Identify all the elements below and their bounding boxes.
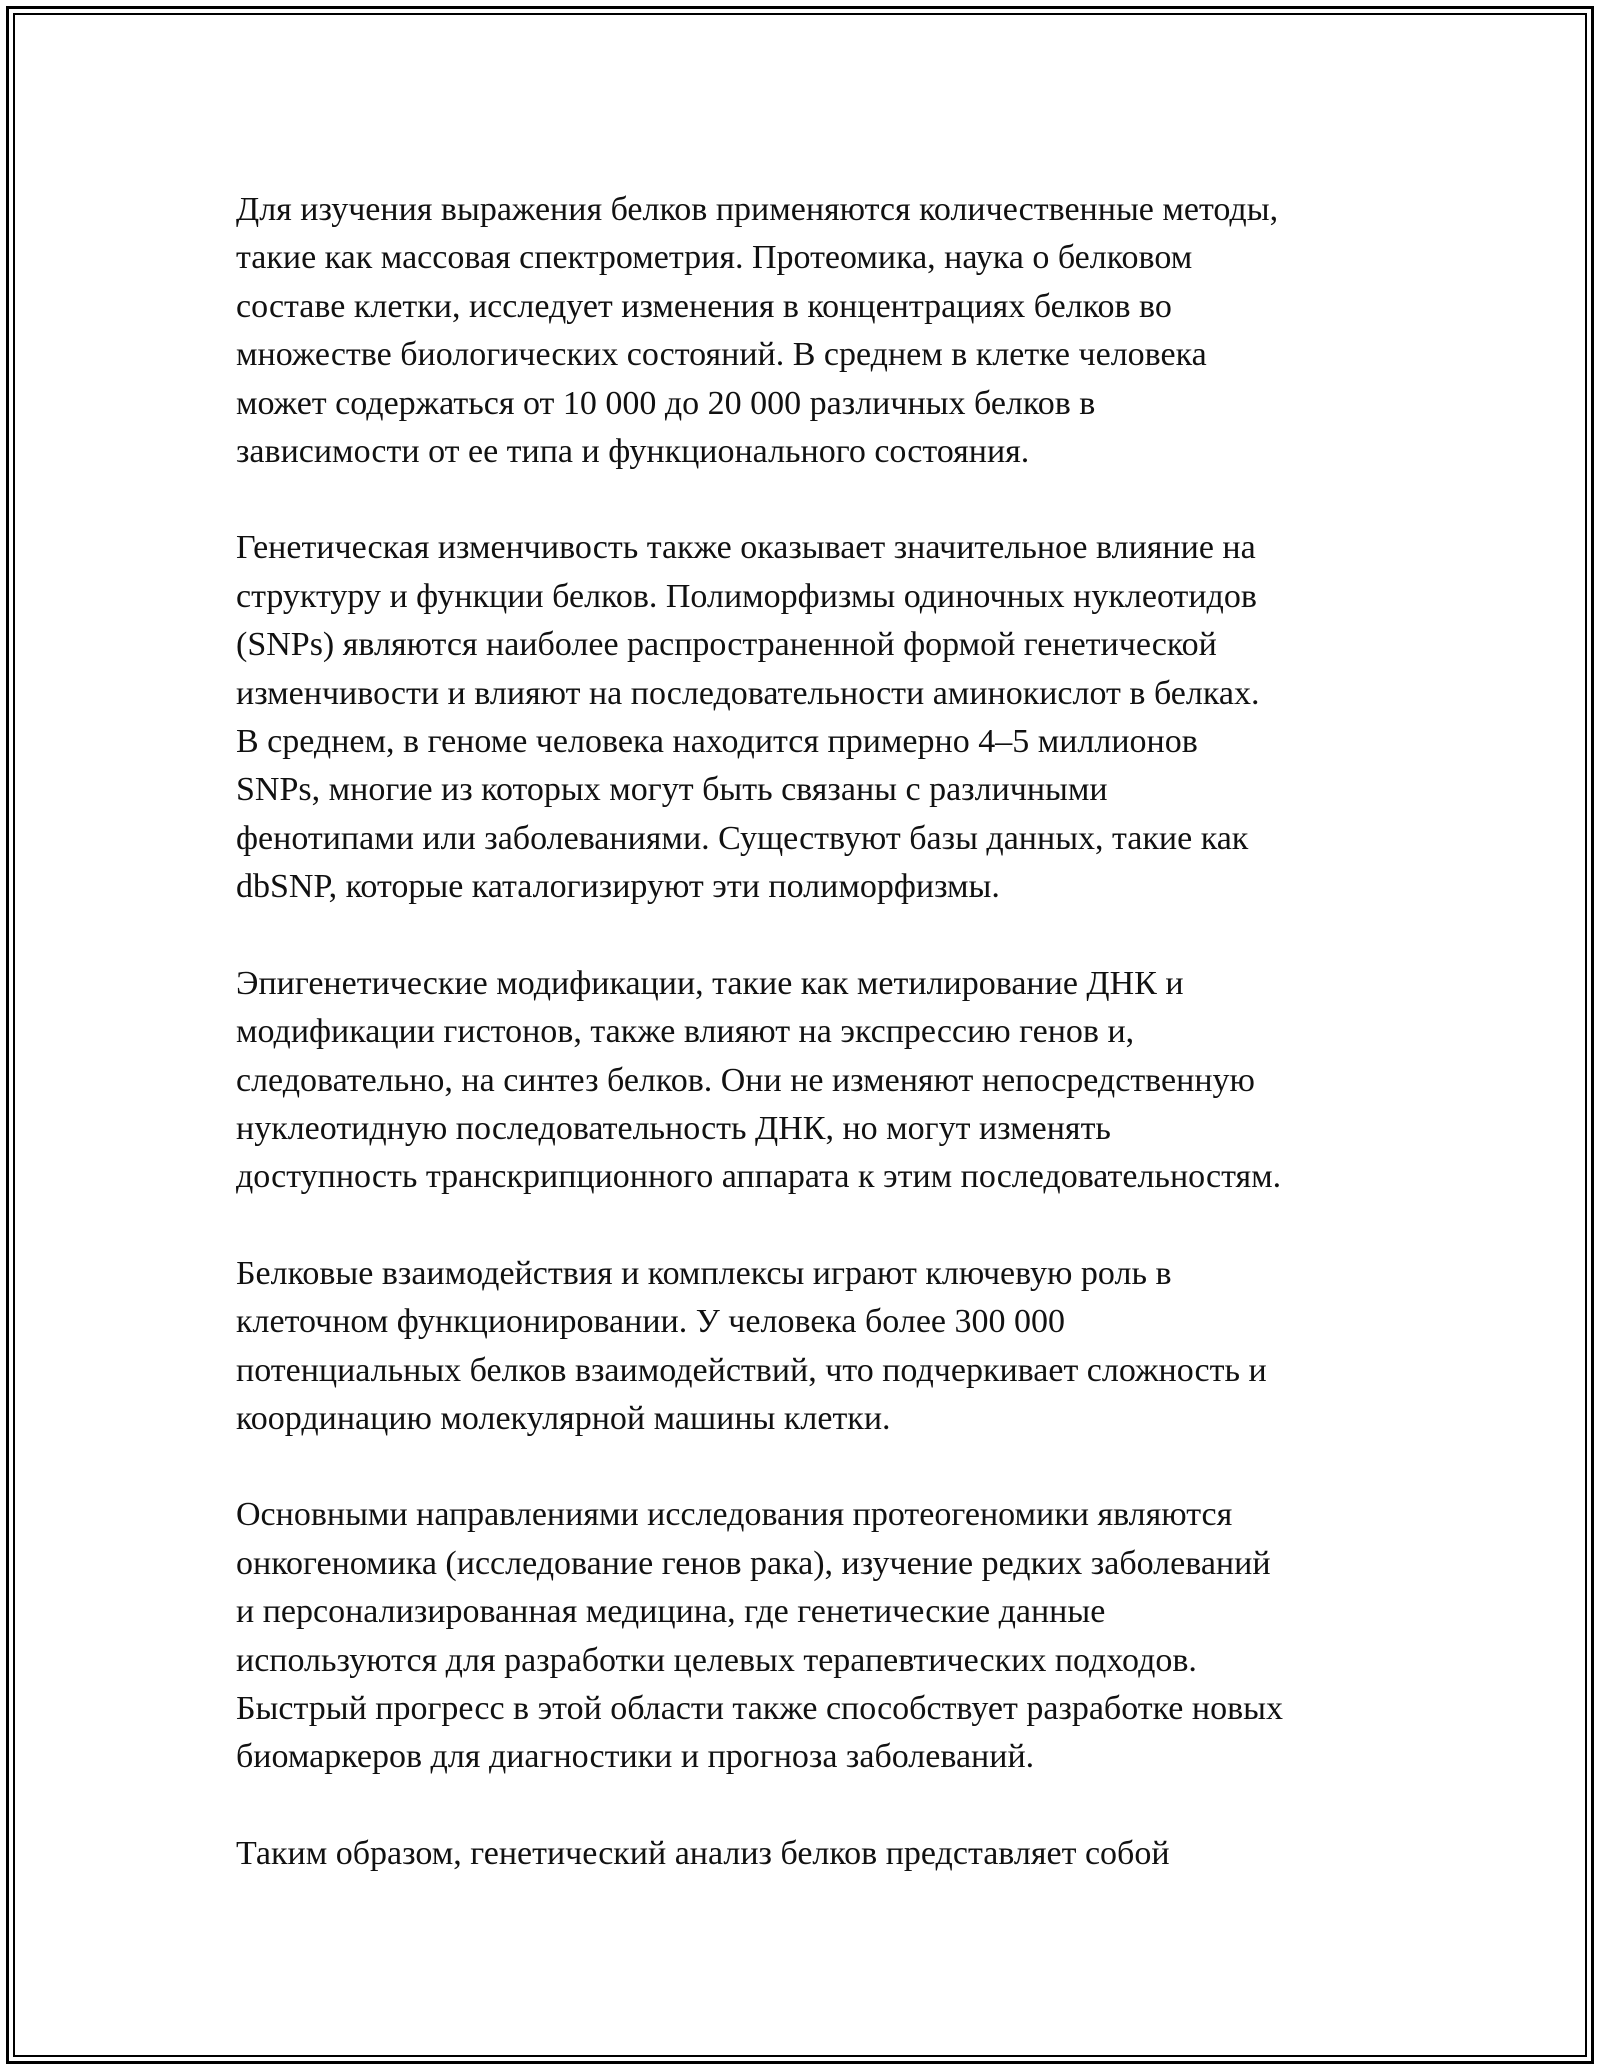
paragraph-proteomics — [236, 186, 1386, 476]
document-body — [236, 186, 1386, 1926]
text-line: доступность транскрипционного аппарата к этим последовательностям. — [236, 1158, 1282, 1196]
text-line: зависимости от ее типа и функционального состояния. — [236, 433, 1030, 471]
text-line: (SNPs) являются наиболее распространенной формой генетической — [236, 626, 1217, 664]
text-line: клеточном функционировании. У человека более 300 000 — [236, 1303, 1065, 1341]
text-line: В среднем, в геноме человека находится примерно 4–5 миллионов — [236, 723, 1198, 761]
text-line: Генетическая изменчивость также оказывает значительное влияние на — [236, 529, 1256, 567]
text-line: фенотипами или заболеваниями. Существуют базы данных, такие как — [236, 819, 1249, 857]
text-line: онкогеномика (исследование генов рака), изучение редких заболеваний — [236, 1544, 1271, 1582]
text-line: Основными направлениями исследования протеогеномики являются — [236, 1496, 1233, 1534]
text-line: используются для разработки целевых терапевтических подходов. — [236, 1641, 1197, 1679]
text-line: следовательно, на синтез белков. Они не изменяют непосредственную — [236, 1061, 1255, 1099]
text-line: Таким образом, генетический анализ белков представляет собой — [236, 1834, 1170, 1872]
text-line: такие как массовая спектрометрия. Протеомика, наука о белковом — [236, 239, 1193, 277]
text-line: составе клетки, исследует изменения в концентрациях белков во — [236, 287, 1172, 325]
paragraph-protein-interactions — [236, 1250, 1386, 1444]
paragraph-epigenetics — [236, 960, 1386, 1202]
text-line: биомаркеров для диагностики и прогноза заболеваний. — [236, 1738, 1035, 1776]
text-line: Для изучения выражения белков применяются количественные методы, — [236, 191, 1279, 228]
text-line: множестве биологических состояний. В среднем в клетке человека — [236, 336, 1207, 374]
text-line: потенциальных белков взаимодействий, что подчеркивает сложность и — [236, 1351, 1267, 1389]
text-line: модификации гистонов, также влияют на экспрессию генов и, — [236, 1013, 1135, 1051]
text-line: координацию молекулярной машины клетки. — [236, 1399, 891, 1437]
text-line: изменчивости и влияют на последовательности аминокислот в белках. — [236, 674, 1260, 712]
text-line: структуру и функции белков. Полиморфизмы одиночных нуклеотидов — [236, 577, 1257, 615]
text-line: SNPs, многие из которых могут быть связаны с различными — [236, 771, 1108, 809]
text-line: Эпигенетические модификации, такие как метилирование ДНК и — [236, 964, 1184, 1002]
paragraph-proteogenomics-directions — [236, 1491, 1386, 1781]
paragraph-genetic-variability — [236, 524, 1386, 911]
text-line: dbSNP, которые каталогизируют эти полиморфизмы. — [236, 868, 1000, 906]
text-line: Быстрый прогресс в этой области также способствует разработке новых — [236, 1689, 1283, 1727]
text-line: Белковые взаимодействия и комплексы играют ключевую роль в — [236, 1254, 1172, 1292]
text-line: нуклеотидную последовательность ДНК, но могут изменять — [236, 1109, 1111, 1147]
text-line: и персонализированная медицина, где генетические данные — [236, 1593, 1106, 1631]
text-line: может содержаться от 10 000 до 20 000 различных белков в — [236, 384, 1096, 422]
paragraph-conclusion — [236, 1830, 1386, 1878]
